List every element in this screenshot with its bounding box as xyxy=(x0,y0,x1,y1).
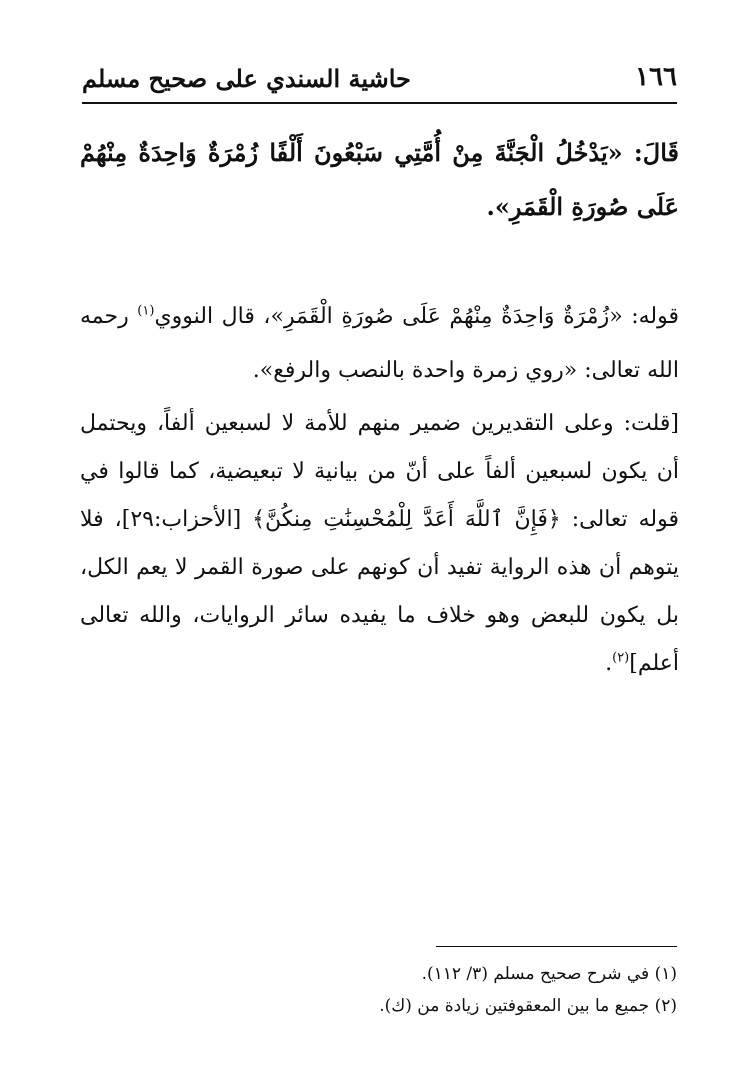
page-header xyxy=(82,62,677,100)
commentary-paragraph-2 xyxy=(80,400,679,688)
commentary-text: . xyxy=(605,651,613,676)
hadith-paragraph: قَالَ: «يَدْخُلُ الْجَنَّةَ مِنْ أُمَّتِي سَبْعُونَ أَلْفًا زُمْرَةٌ وَاحِدَةٌ مِنْهُمْ عَلَى صُورَةِ الْقَمَرِ». xyxy=(80,138,680,221)
footnote-1: (١) في شرح صحيح مسلم (٣/ ١١٢). xyxy=(421,964,677,984)
footnote-ref-2: (٢) xyxy=(612,650,630,666)
hadith-text xyxy=(80,126,679,234)
page-number: ١٦٦ xyxy=(635,62,677,92)
commentary-text: رحمه الله تعالى: «روي زمرة واحدة بالنصب والرفع». xyxy=(80,304,679,383)
footnotes xyxy=(80,958,677,1022)
commentary-text: [قلت: وعلى التقديرين ضمير منهم للأمة لا لسبعين ألفاً، ويحتمل أن يكون لسبعين ألفاً على أنّ من بيانية لا تبعيضية، كما قالوا في قوله تعالى: ﴿فَإِنَّ ٱللَّهَ أَعَدَّ لِلْمُحْسِنَٰتِ مِنكُنَّ﴾ [الأحزاب:٢٩]، فلا يتوهم أن هذه الرواية تفيد أن كونهم على صورة القمر لا يعم الكل، بل يكون للبعض وهو خلاف ما يفيده سائر الروايات، والله تعالى أعلم] xyxy=(80,411,679,676)
header-rule xyxy=(82,102,677,104)
running-title: حاشية السندي على صحيح مسلم xyxy=(82,64,411,93)
commentary-text: قوله: «زُمْرَةٌ وَاحِدَةٌ مِنْهُمْ عَلَى صُورَةِ الْقَمَرِ»، قال النووي xyxy=(154,304,679,329)
footnote-rule xyxy=(436,946,677,947)
commentary-paragraph-1 xyxy=(80,290,679,398)
footnote-ref-1: (١) xyxy=(137,303,155,319)
footnote-2: (٢) جميع ما بين المعقوفتين زيادة من (ك). xyxy=(379,996,677,1016)
